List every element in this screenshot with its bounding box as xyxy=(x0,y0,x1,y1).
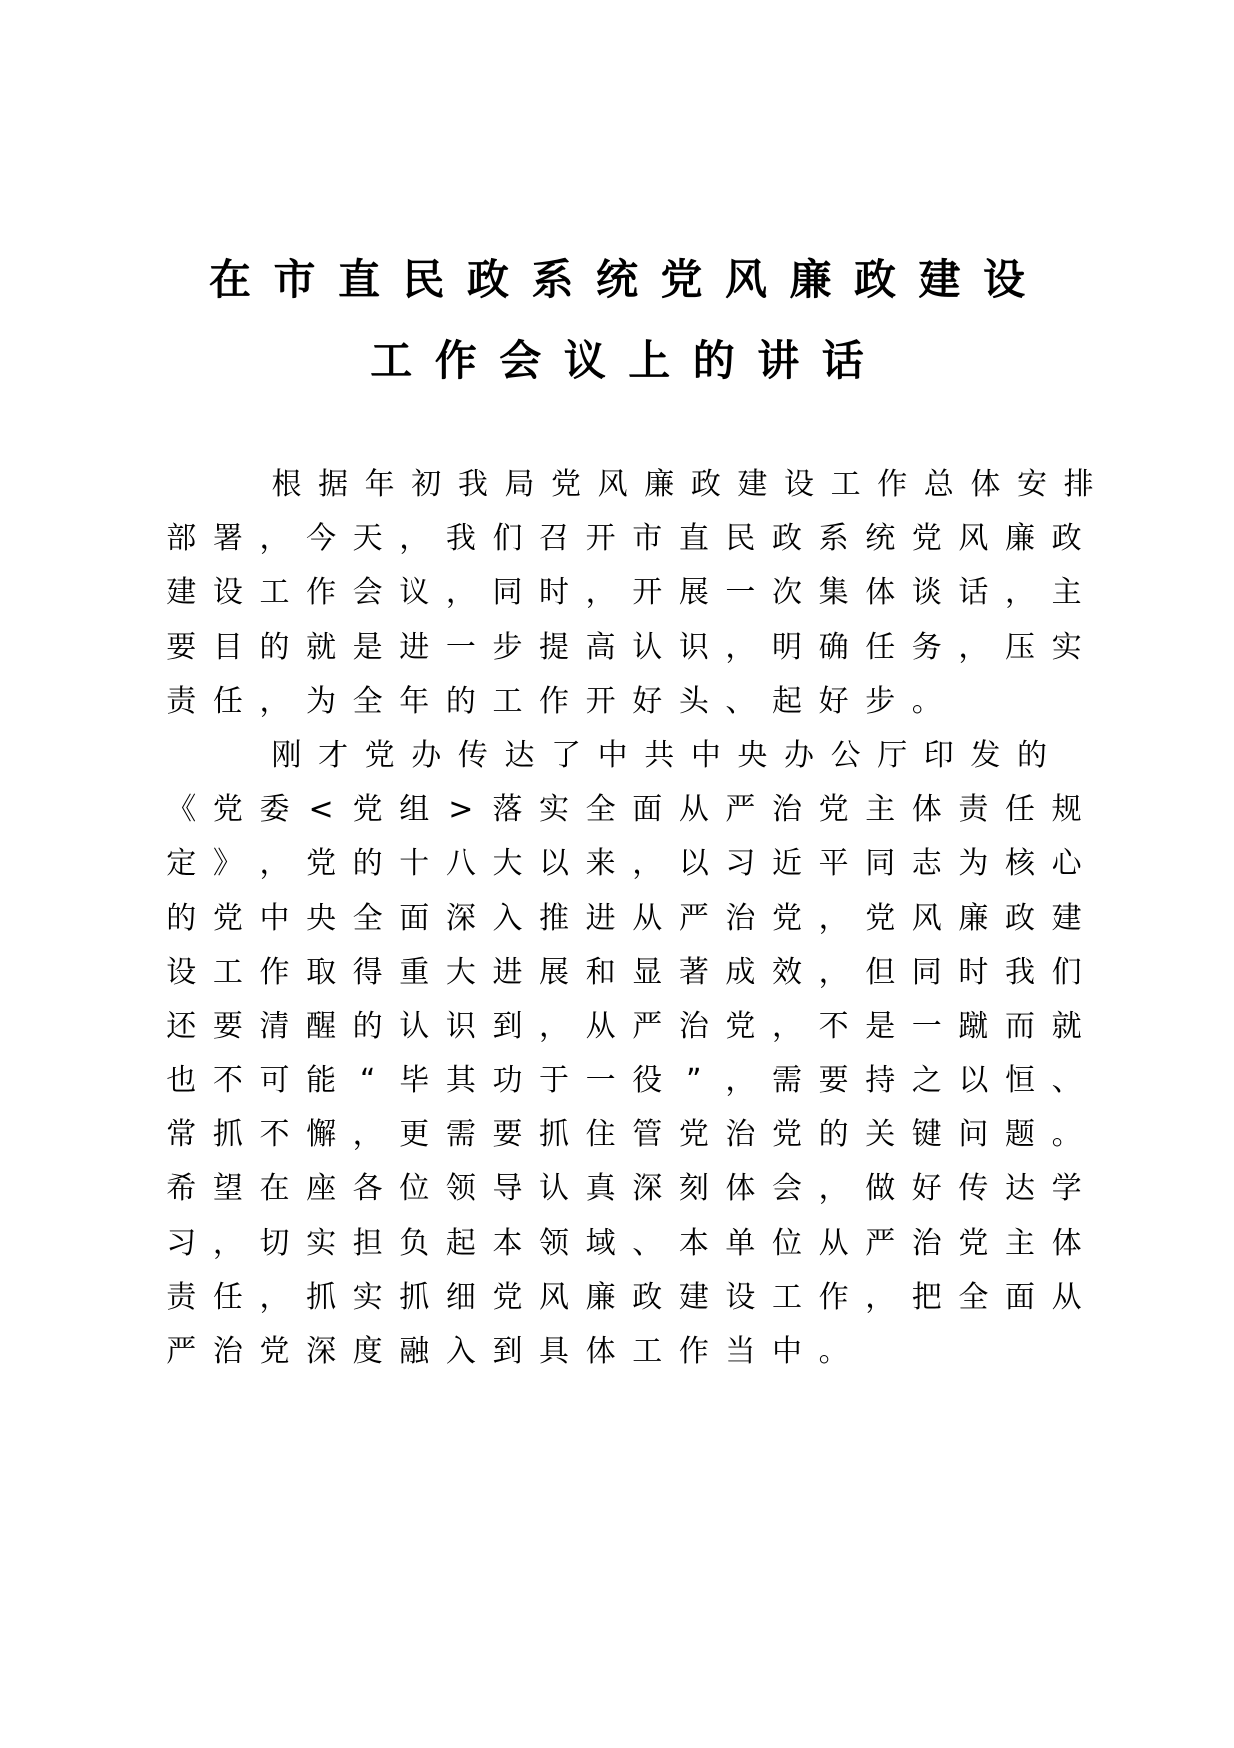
body-line: 定 》 ， 党 的 十 八 大 以 来 ， 以 习 近 平 同 志 为 核 心 xyxy=(166,846,1082,882)
body-line: 希 望 在 座 各 位 领 导 认 真 深 刻 体 会 ， 做 好 传 达 学 xyxy=(166,1171,1082,1207)
paragraph-1 xyxy=(158,458,1094,729)
body-line: 部 署 ， 今 天 ， 我 们 召 开 市 直 民 政 系 统 党 风 廉 政 xyxy=(166,521,1082,557)
body-line: 常 抓 不 懈 ， 更 需 要 抓 住 管 党 治 党 的 关 键 问 题 。 xyxy=(166,1117,1082,1153)
body-line: 要 目 的 就 是 进 一 步 提 高 认 识 ， 明 确 任 务 ， 压 实 xyxy=(166,629,1082,665)
body-line: 根 据 年 初 我 局 党 风 廉 政 建 设 工 作 总 体 安 排 xyxy=(271,467,1094,502)
body-line: 习 ， 切 实 担 负 起 本 领 域 、 本 单 位 从 严 治 党 主 体 xyxy=(166,1225,1082,1261)
document-title-line-2: 工 作 会 议 上 的 讲 话 xyxy=(370,336,864,385)
body-line: 严 治 党 深 度 融 入 到 具 体 工 作 当 中 。 xyxy=(166,1334,849,1369)
body-line: 刚 才 党 办 传 达 了 中 共 中 央 办 公 厅 印 发 的 xyxy=(271,737,1047,773)
document-body xyxy=(158,458,1094,1379)
body-line: 责 任 ， 抓 实 抓 细 党 风 廉 政 建 设 工 作 ， 把 全 面 从 xyxy=(166,1279,1082,1315)
body-line: 还 要 清 醒 的 认 识 到 ， 从 严 治 党 ， 不 是 一 蹴 而 就 xyxy=(166,1008,1082,1044)
body-line: 责 任 ， 为 全 年 的 工 作 开 好 头 、 起 好 步 。 xyxy=(166,683,942,719)
body-line: 设 工 作 取 得 重 大 进 展 和 显 著 成 效 ， 但 同 时 我 们 xyxy=(166,954,1082,990)
body-line: 《 党 委 < 党 组 > 落 实 全 面 从 严 治 党 主 体 责 任 规 xyxy=(166,792,1082,828)
body-line: 建 设 工 作 会 议 ， 同 时 ， 开 展 一 次 集 体 谈 话 ， 主 xyxy=(166,575,1082,611)
body-line: 也 不 可 能 “ 毕 其 功 于 一 役 ” ， 需 要 持 之 以 恒 、 xyxy=(166,1063,1082,1099)
document-title-line-1: 在 市 直 民 政 系 统 党 风 廉 政 建 设 xyxy=(208,255,1025,304)
body-line: 的 党 中 央 全 面 深 入 推 进 从 严 治 党 ， 党 风 廉 政 建 xyxy=(166,900,1082,936)
paragraph-2 xyxy=(158,729,1082,1379)
